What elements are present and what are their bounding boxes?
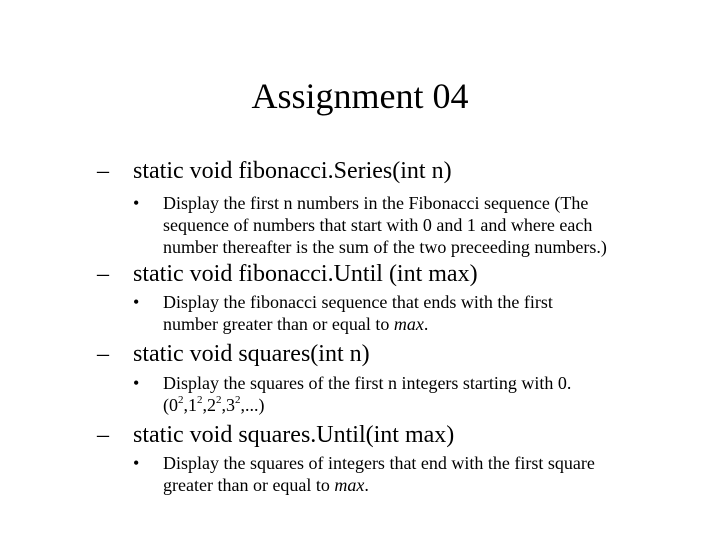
item-body-squares-until <box>163 452 683 496</box>
squares-line <box>163 394 683 416</box>
dash-marker: – <box>97 422 109 448</box>
bullet-marker: • <box>133 292 140 312</box>
superscript: 2 <box>216 394 222 406</box>
superscript: 2 <box>197 394 203 406</box>
item-heading-fibonacci-series: static void fibonacci.Series(int n) <box>133 158 452 184</box>
item-body-fibonacci-until <box>163 291 683 335</box>
body-line <box>163 474 683 496</box>
body-text: . <box>423 314 429 334</box>
body-text: ,3 <box>221 395 235 415</box>
bullet-marker: • <box>133 373 140 393</box>
body-text: ,2 <box>202 395 216 415</box>
dash-marker: – <box>97 261 109 287</box>
body-line: Display the squares of the first n integers starting with 0. <box>163 373 572 393</box>
item-heading-squares-until: static void squares.Until(int max) <box>133 422 455 448</box>
item-heading-fibonacci-until: static void fibonacci.Until (int max) <box>133 261 478 287</box>
body-text: . <box>364 475 369 495</box>
item-heading-squares: static void squares(int n) <box>133 341 370 367</box>
slide-title: Assignment 04 <box>251 76 469 116</box>
bullet-marker: • <box>133 453 140 473</box>
emphasis-text: max <box>334 475 365 495</box>
dash-marker: – <box>97 158 109 184</box>
body-text: (0 <box>163 395 178 415</box>
body-text: ,...) <box>240 395 265 415</box>
emphasis-text: max <box>393 314 424 334</box>
body-text: greater than or equal to <box>163 475 335 495</box>
body-line <box>163 313 683 335</box>
superscript: 2 <box>178 394 184 406</box>
body-text: number greater than or equal to <box>163 314 394 334</box>
item-body-fibonacci-series <box>163 192 683 258</box>
item-body-squares <box>163 372 683 416</box>
superscript: 2 <box>235 394 241 406</box>
body-line: Display the first n numbers in the Fibonacci sequence (The <box>163 193 589 213</box>
dash-marker: – <box>97 341 109 367</box>
body-line: number thereafter is the sum of the two preceeding numbers.) <box>163 237 607 257</box>
body-line: Display the squares of integers that end with the first square <box>163 453 595 473</box>
body-text: ,1 <box>183 395 197 415</box>
bullet-marker: • <box>133 193 140 213</box>
body-line: Display the fibonacci sequence that ends with the first <box>163 292 553 312</box>
body-line: sequence of numbers that start with 0 and 1 and where each <box>163 215 593 235</box>
